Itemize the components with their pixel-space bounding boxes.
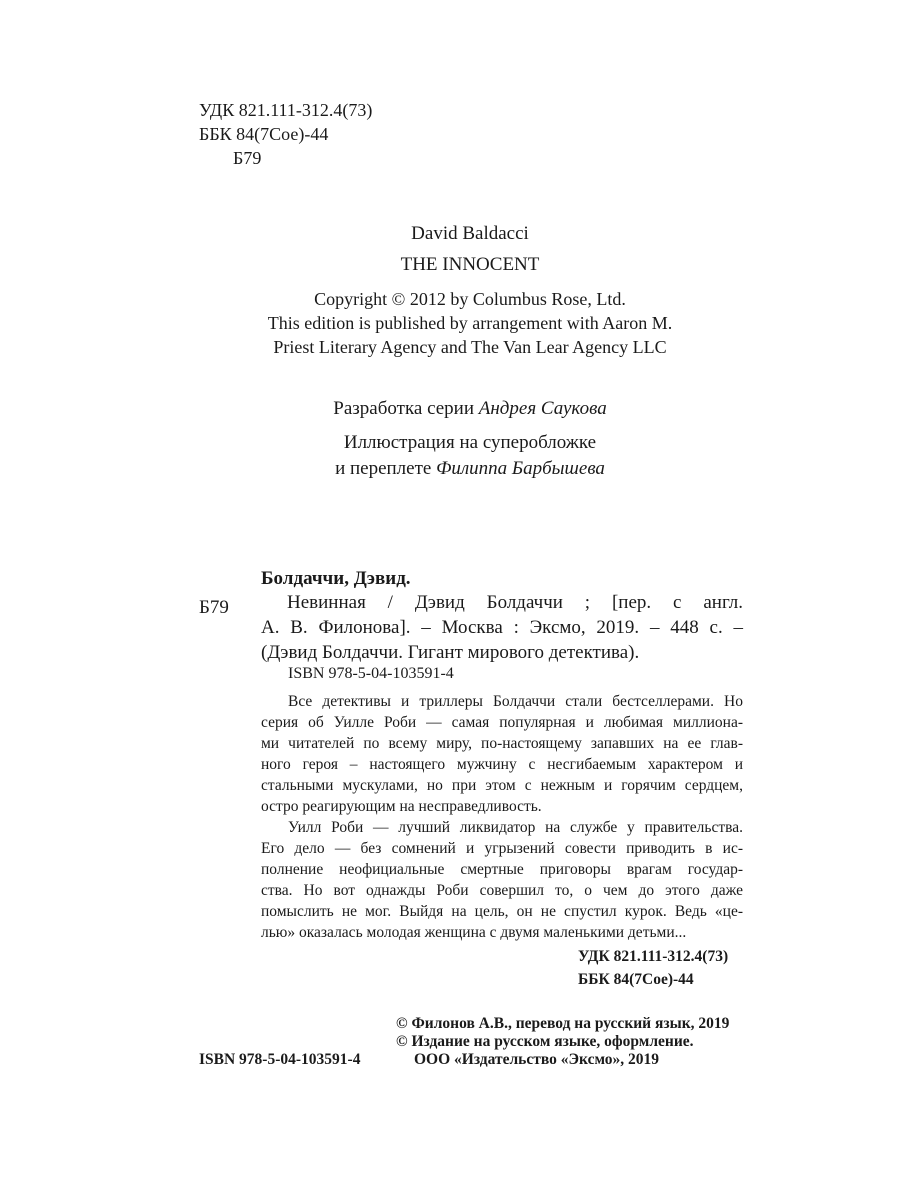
catalog-description-line: Невинная / Дэвид Болдаччи ; [пер. с англ.: [287, 592, 743, 613]
original-copyright-line-1: Copyright © 2012 by Columbus Rose, Ltd.: [314, 289, 626, 309]
header-author-mark: Б79: [233, 148, 262, 168]
annotation-line: ми читателей по всему миру, по-настоящему запавших на ее глав-: [261, 735, 743, 752]
annotation-line: ства. Но вот однажды Роби совершил то, о чем до этого даже: [261, 882, 743, 899]
annotation-line: Его дело — без сомнений и угрызений совести приводить в ис-: [261, 840, 743, 857]
catalog-description-line: А. В. Филонова]. – Москва : Эксмо, 2019. – 448 с. –: [261, 617, 743, 638]
copyright-translation: © Филонов А.В., перевод на русский язык, 2019: [396, 1015, 730, 1032]
annotation-paragraph-1: [261, 691, 743, 817]
original-author: David Baldacci: [411, 223, 529, 244]
footer-bbk: ББК 84(7Сое)-44: [578, 971, 694, 988]
illustration-credit-line-2: [0, 456, 900, 481]
illustration-credit-name: Филиппа Барбышева: [436, 458, 605, 479]
annotation-line: остро реагирующим на несправедливость.: [261, 798, 542, 815]
header-bbk: ББК 84(7Сое)-44: [199, 124, 329, 144]
illustration-credit-line-1: Иллюстрация на суперобложке: [343, 432, 597, 453]
annotation-paragraph-2: [261, 817, 743, 943]
series-credit: [0, 396, 900, 421]
footer-udk: УДК 821.111-312.4(73): [578, 948, 729, 965]
annotation-line: Уилл Роби — лучший ликвидатор на службе у правительства.: [288, 819, 743, 836]
catalog-description: [261, 590, 743, 665]
catalog-isbn: ISBN 978-5-04-103591-4: [288, 665, 454, 682]
series-credit-label: Разработка серии: [333, 398, 475, 419]
annotation-line: Все детективы и триллеры Болдаччи стали бестселлерами. Но: [288, 693, 743, 710]
copyright-publisher: ООО «Издательство «Эксмо», 2019: [414, 1051, 660, 1068]
original-title: THE INNOCENT: [400, 254, 540, 275]
annotation-line: стальными мускулами, но при этом с нежным и горячим сердцем,: [261, 777, 743, 794]
annotation-line: помыслить не мог. Выйдя на цель, он не спустил курок. Ведь «це-: [261, 903, 743, 920]
catalog-mark: Б79: [199, 597, 229, 618]
series-credit-name: Андрея Саукова: [478, 398, 607, 419]
annotation-line: полнение неофициальные смертные приговоры врагам государ-: [261, 861, 743, 878]
annotation-line: ного героя – настоящего мужчину с несгибаемым характером и: [261, 756, 743, 773]
illustration-credit-label: и переплете: [335, 458, 432, 479]
catalog-author-heading: Болдаччи, Дэвид.: [261, 568, 411, 589]
header-udk: УДК 821.111-312.4(73): [199, 100, 373, 120]
footer-isbn: ISBN 978-5-04-103591-4: [199, 1051, 361, 1068]
catalog-description-line: (Дэвид Болдаччи. Гигант мирового детектива).: [261, 642, 640, 663]
original-copyright-line-2: This edition is published by arrangement with Aaron M.: [267, 313, 673, 333]
annotation-line: серия об Уилле Роби — самая популярная и любимая миллиона-: [261, 714, 743, 731]
copyright-edition: © Издание на русском языке, оформление.: [396, 1033, 694, 1050]
annotation-line: лью» оказалась молодая женщина с двумя маленькими детьми...: [261, 924, 687, 941]
original-copyright-line-3: Priest Literary Agency and The Van Lear Agency LLC: [273, 337, 667, 357]
